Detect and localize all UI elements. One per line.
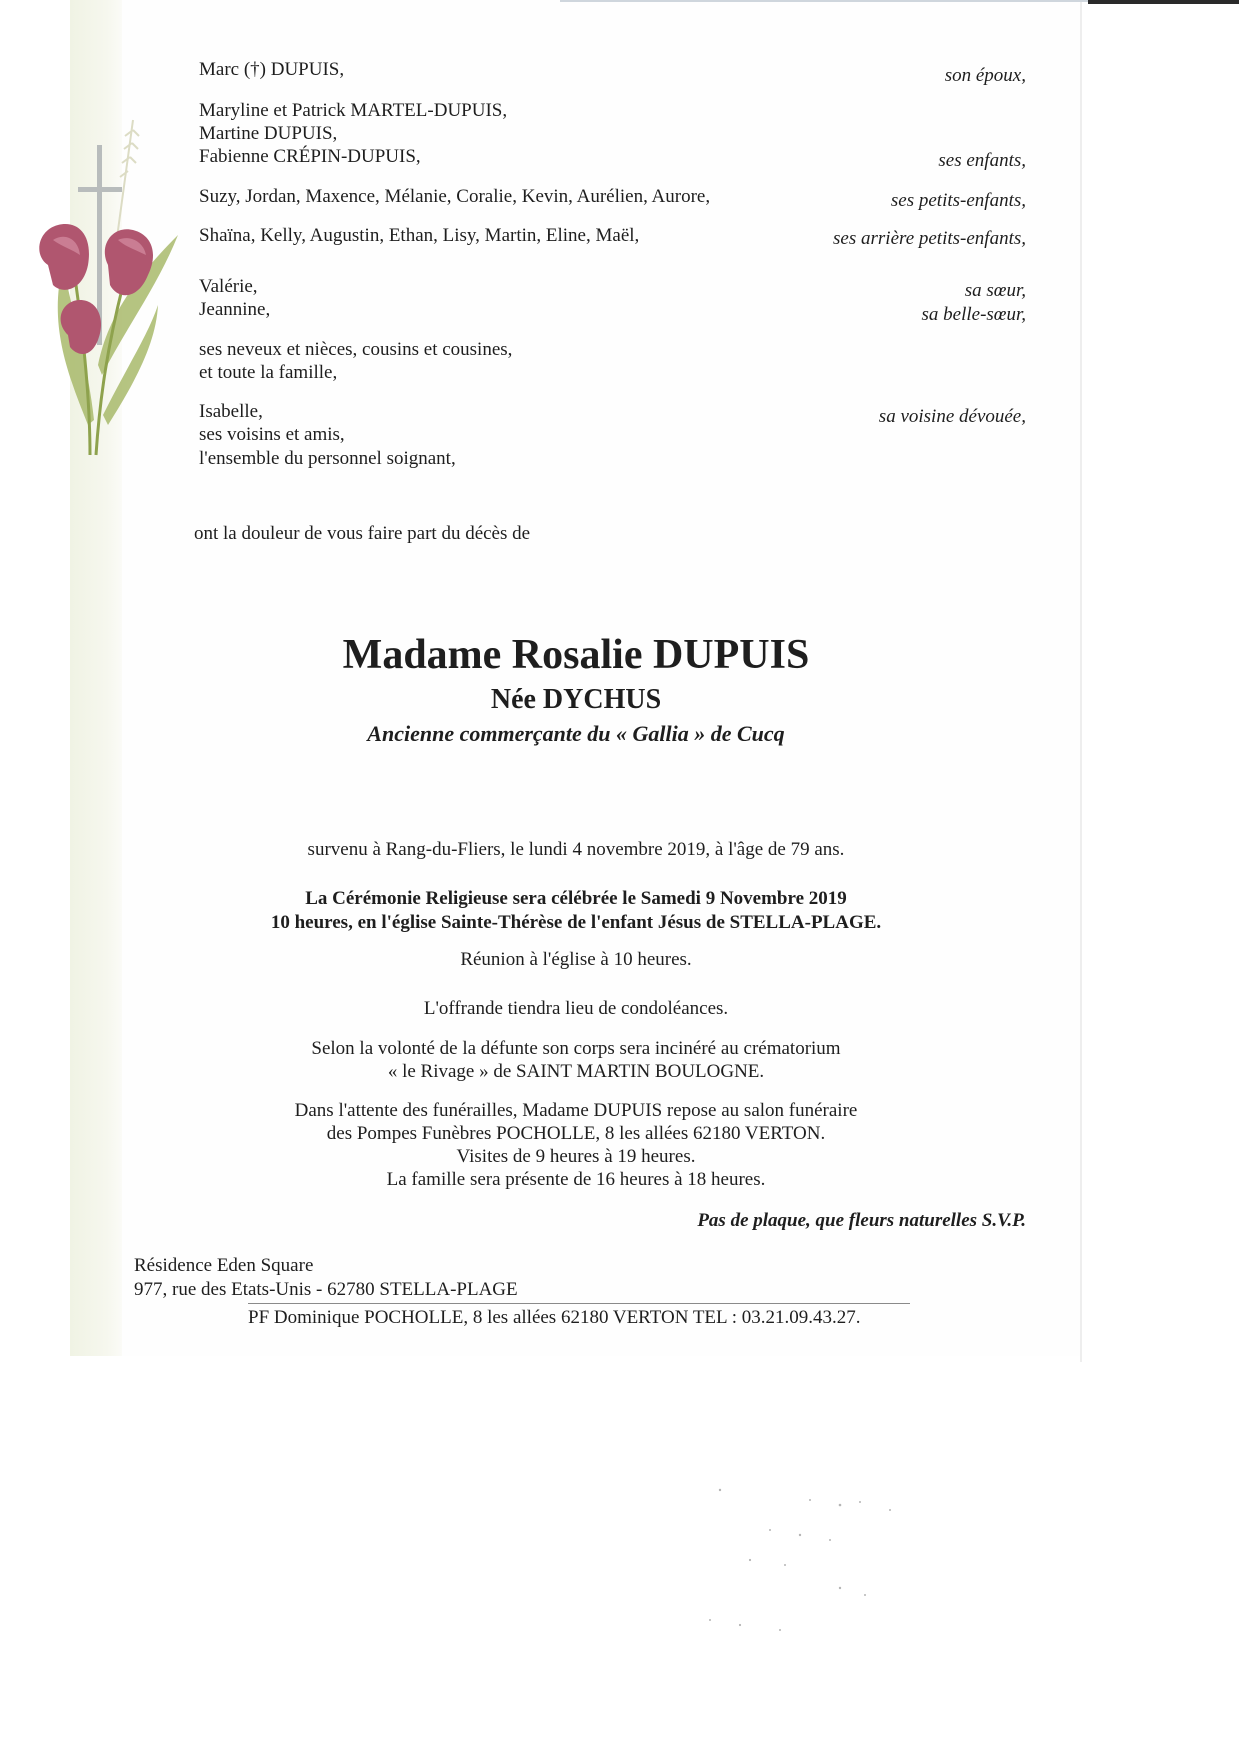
wheat-icon	[116, 120, 139, 245]
meeting-info: Réunion à l'église à 10 heures.	[460, 949, 692, 970]
lily-cross-illustration	[28, 115, 178, 475]
announcement-intro: ont la douleur de vous faire part du décès de	[194, 523, 531, 544]
child-name: Martine DUPUIS,	[199, 123, 338, 144]
sister-in-law-name: Jeannine,	[199, 299, 271, 320]
viewing-line: Dans l'attente des funérailles, Madame DUPUIS repose au salon funéraire	[294, 1100, 858, 1121]
footer-divider	[248, 1303, 910, 1304]
great-grandchildren-relation: ses arrière petits-enfants,	[833, 228, 1026, 249]
sister-in-law-relation: sa belle-sœur,	[921, 304, 1026, 325]
children-relation: ses enfants,	[938, 150, 1026, 171]
viewing-line: La famille sera présente de 16 heures à 18 heures.	[386, 1169, 766, 1190]
ceremony-line: 10 heures, en l'église Sainte-Thérèse de l'enfant Jésus de STELLA-PLAGE.	[270, 912, 882, 933]
neighbor-name: Isabelle,	[199, 401, 263, 422]
grandchildren-names: Suzy, Jordan, Maxence, Mélanie, Coralie, Kevin, Aurélien, Aurore,	[199, 186, 711, 207]
ceremony-line: La Cérémonie Religieuse sera célébrée le Samedi 9 Novembre 2019	[305, 888, 847, 909]
husband-relation: son époux,	[944, 65, 1026, 86]
deceased-occupation: Ancienne commerçante du « Gallia » de Cucq	[367, 721, 785, 746]
great-grandchildren-names: Shaïna, Kelly, Augustin, Ethan, Lisy, Martin, Eline, Maël,	[199, 225, 640, 246]
scan-top-mark	[1088, 0, 1239, 4]
viewing-line: Visites de 9 heures à 19 heures.	[456, 1146, 696, 1167]
viewing-line: des Pompes Funèbres POCHOLLE, 8 les allées 62180 VERTON.	[326, 1123, 826, 1144]
offering-info: L'offrande tiendra lieu de condoléances.	[423, 998, 729, 1019]
scan-specks	[690, 1470, 970, 1670]
sister-name: Valérie,	[199, 276, 258, 297]
flowers-note: Pas de plaque, que fleurs naturelles S.V.P.	[697, 1210, 1026, 1231]
grandchildren-relation: ses petits-enfants,	[890, 190, 1026, 211]
relatives-line: et toute la famille,	[199, 362, 338, 383]
others-line: ses voisins et amis,	[199, 424, 345, 445]
cremation-line: « le Rivage » de SAINT MARTIN BOULOGNE.	[387, 1061, 765, 1082]
others-line: l'ensemble du personnel soignant,	[199, 448, 456, 469]
funeral-home-footer: PF Dominique POCHOLLE, 8 les allées 62180 VERTON TEL : 03.21.09.43.27.	[248, 1307, 861, 1328]
sister-relation: sa sœur,	[964, 280, 1026, 301]
address-line: 977, rue des Etats-Unis - 62780 STELLA-PLAGE	[134, 1279, 518, 1300]
child-name: Fabienne CRÉPIN-DUPUIS,	[199, 146, 421, 167]
child-name: Maryline et Patrick MARTEL-DUPUIS,	[199, 100, 508, 121]
scan-top-line	[560, 0, 1120, 2]
cremation-line: Selon la volonté de la défunte son corps sera incinéré au crématorium	[311, 1038, 841, 1059]
deceased-name: Madame Rosalie DUPUIS	[342, 632, 810, 678]
deceased-maiden-name: Née DYCHUS	[490, 684, 662, 715]
husband-name: Marc (†) DUPUIS,	[199, 59, 345, 80]
death-info: survenu à Rang-du-Fliers, le lundi 4 novembre 2019, à l'âge de 79 ans.	[307, 839, 845, 860]
neighbor-relation: sa voisine dévouée,	[878, 406, 1026, 427]
relatives-line: ses neveux et nièces, cousins et cousines,	[199, 339, 513, 360]
address-line: Résidence Eden Square	[134, 1255, 314, 1276]
